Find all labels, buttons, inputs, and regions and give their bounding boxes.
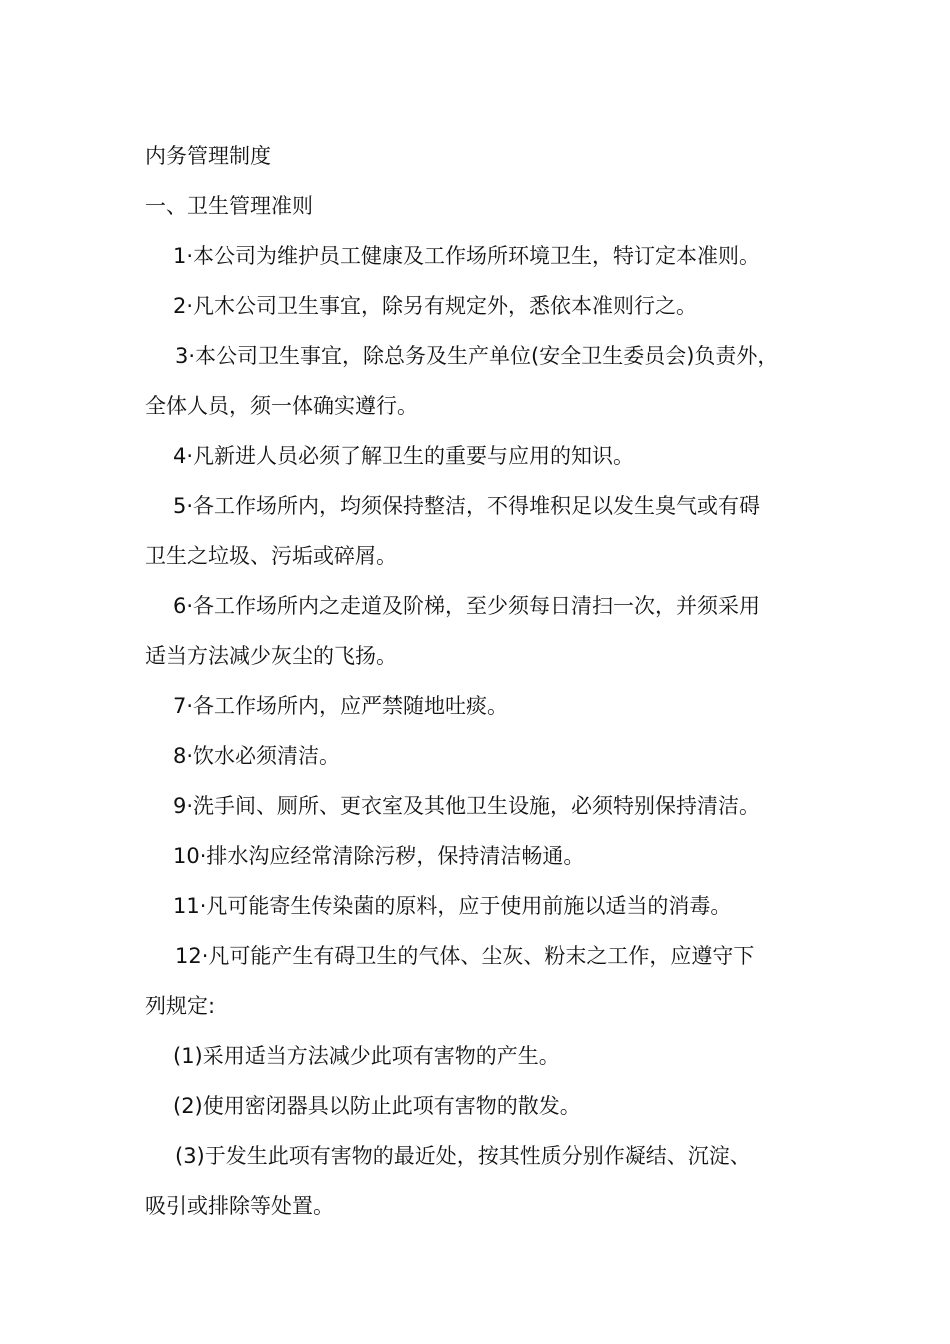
sub-item-3-continued: 吸引或排除等处置。 [145, 1194, 334, 1218]
document-title: 内务管理制度 [145, 144, 271, 168]
rule-item-9: 9·洗手间、厕所、更衣室及其他卫生设施，必须特别保持清洁。 [173, 794, 761, 818]
document-body [145, 131, 835, 1231]
rule-item-7: 7·各工作场所内，应严禁随地吐痰。 [173, 694, 509, 718]
rule-item-6: 6·各工作场所内之走道及阶梯，至少须每日清扫一次，并须采用 [173, 594, 761, 618]
rule-item-8: 8·饮水必须清洁。 [173, 744, 341, 768]
rule-item-3-continued: 全体人员，须一体确实遵行。 [145, 394, 418, 418]
sub-item-1: (1)采用适当方法减少此项有害物的产生。 [173, 1044, 560, 1068]
rule-item-11: 11·凡可能寄生传染菌的原料，应于使用前施以适当的消毒。 [173, 894, 732, 918]
section-heading: 一、卫生管理准则 [145, 194, 313, 218]
rule-item-5: 5·各工作场所内，均须保持整洁，不得堆积足以发生臭气或有碍 [173, 494, 761, 518]
rule-item-6-continued: 适当方法减少灰尘的飞扬。 [145, 644, 397, 668]
rule-item-10: 10·排水沟应经常清除污秽，保持清洁畅通。 [173, 844, 585, 868]
rule-item-12-continued: 列规定: [145, 994, 216, 1018]
rule-item-1: 1·本公司为维护员工健康及工作场所环境卫生，特订定本准则。 [173, 244, 761, 268]
rule-item-5-continued: 卫生之垃圾、污垢或碎屑。 [145, 544, 397, 568]
sub-item-2: (2)使用密闭器具以防止此项有害物的散发。 [173, 1094, 581, 1118]
rule-item-2: 2·凡木公司卫生事宜，除另有规定外，悉依本准则行之。 [173, 294, 698, 318]
rule-item-3: 3·本公司卫生事宜，除总务及生产单位(安全卫生委员会)负责外， [175, 344, 779, 368]
sub-item-3: (3)于发生此项有害物的最近处，按其性质分别作凝结、沉淀、 [175, 1144, 751, 1168]
rule-item-4: 4·凡新进人员必须了解卫生的重要与应用的知识。 [173, 444, 635, 468]
rule-item-12: 12·凡可能产生有碍卫生的气体、尘灰、粉末之工作，应遵守下 [175, 944, 755, 968]
